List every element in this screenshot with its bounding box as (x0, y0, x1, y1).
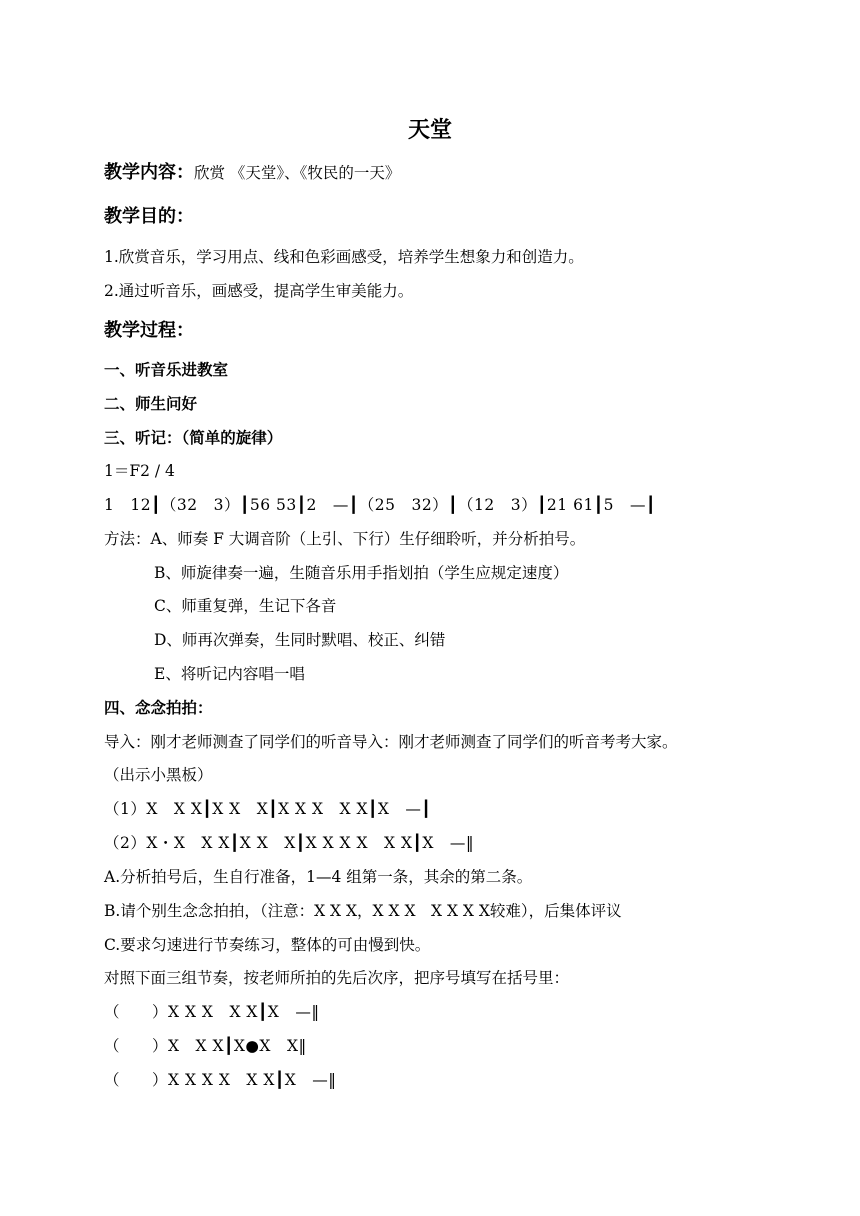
teaching-goals-heading: 教学目的： (104, 206, 194, 227)
note-a: A.分析拍号后，生自行准备，1—4 组第一条，其余的第二条。 (104, 868, 533, 886)
teaching-content-line (104, 163, 400, 183)
method-d: D、师再次弹奏，生同时默唱、校正、纠错 (154, 631, 446, 649)
exercise-intro: 对照下面三组节奏，按老师所拍的先后次序，把序号填写在括号里： (104, 969, 570, 987)
step-4-heading: 四、念念拍拍： (104, 699, 213, 717)
note-b: B.请个别生念念拍拍，（注意：X X X，X X X X X X X较难），后集体评议 (104, 902, 622, 920)
goal-item-2: 2.通过听音乐，画感受，提高学生审美能力。 (104, 282, 414, 300)
document-title: 天堂 (407, 118, 452, 143)
method-c: C、师重复弹，生记下各音 (154, 597, 337, 615)
teaching-content-text: 欣赏 《天堂》、《牧民的一天》 (194, 164, 401, 182)
key-signature: 1＝F2 / 4 (104, 462, 175, 480)
exercise-1: （ ）X X X X X┃X —‖ (104, 1003, 320, 1021)
method-b: B、师旋律奏一遍，生随音乐用手指划拍（学生应规定速度） (154, 564, 569, 582)
melody-notation: 1 12┃（32 3）┃56 53┃2 —┃（25 32）┃（12 3）┃21 61┃5 —┃ (104, 496, 656, 514)
teaching-content-label: 教学内容： (104, 162, 194, 183)
step-3-heading: 三、听记：（简单的旋律） (104, 429, 283, 447)
method-e: E、将听记内容唱一唱 (154, 665, 305, 683)
goal-item-1: 1.欣赏音乐，学习用点、线和色彩画感受，培养学生想象力和创造力。 (104, 248, 584, 266)
rhythm-1: （1）X X X┃X X X┃X X X X X┃X —┃ (104, 800, 432, 818)
step-2-heading: 二、师生问好 (104, 395, 198, 413)
step-1-heading: 一、听音乐进教室 (104, 361, 229, 379)
blackboard-note: （出示小黑板） (104, 766, 213, 784)
intro-text: 导入：刚才老师测查了同学们的听音导入：刚才老师测查了同学们的听音考考大家。 (104, 733, 678, 751)
rhythm-2: （2）X・X X X┃X X X┃X X X X X X┃X —‖ (104, 834, 475, 852)
note-c: C.要求匀速进行节奏练习，整体的可由慢到快。 (104, 936, 431, 954)
exercise-3: （ ）X X X X X X┃X —‖ (104, 1071, 337, 1089)
exercise-2: （ ）X X X┃X●X X‖ (104, 1037, 307, 1055)
teaching-process-heading: 教学过程： (104, 320, 194, 341)
method-a: 方法：A、师奏 F 大调音阶（上引、下行）生仔细聆听，并分析拍号。 (104, 530, 586, 548)
